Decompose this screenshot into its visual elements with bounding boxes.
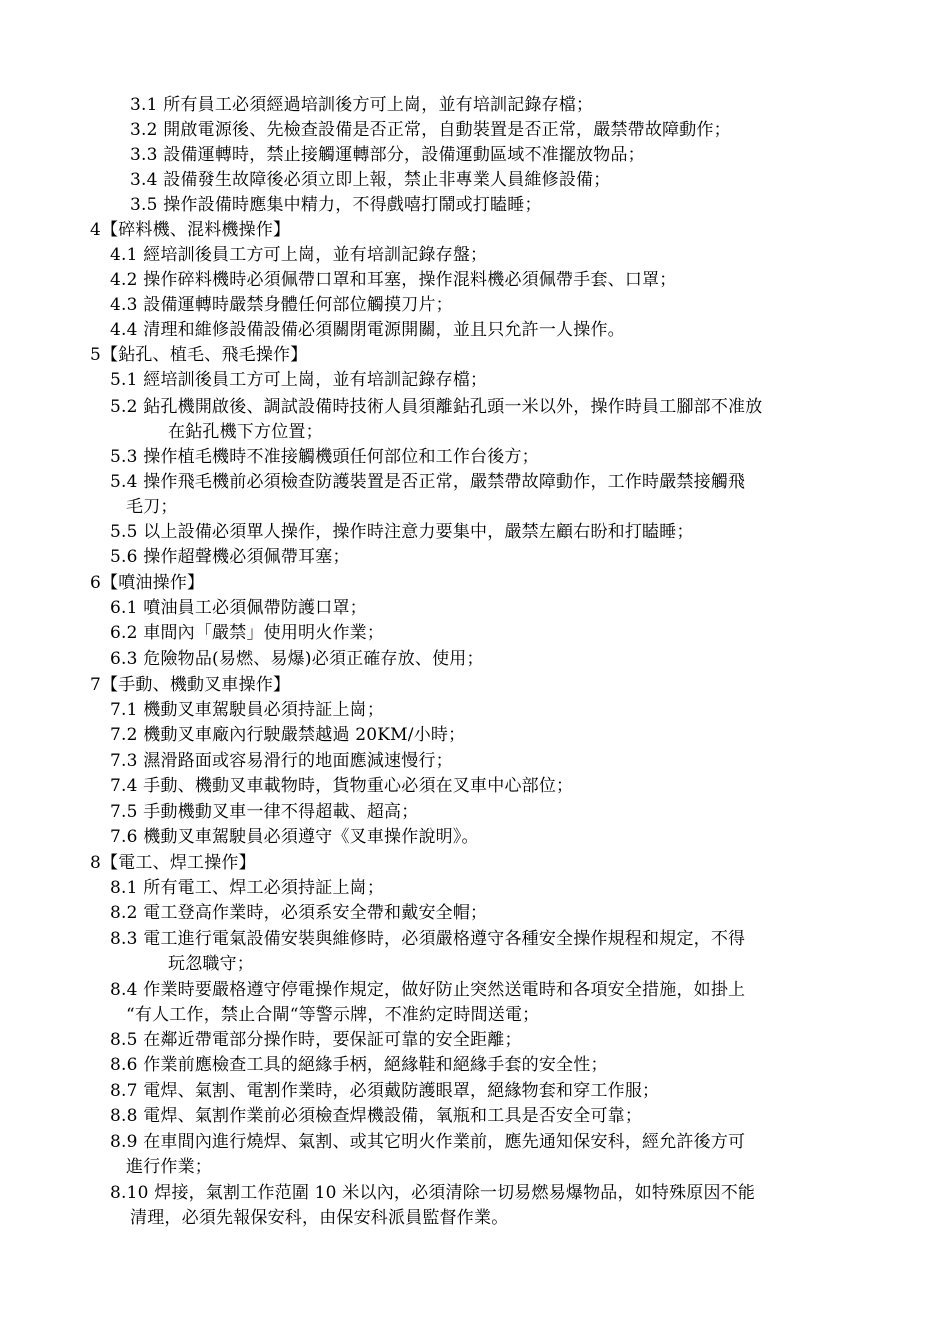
clause-8-9-cont: 進行作業； <box>126 1157 212 1177</box>
clause-3-2: 3.2 開啟電源後、先檢查設備是否正常，自動裝置是否正常，嚴禁帶故障動作； <box>130 120 731 140</box>
clause-7-1: 7.1 機動叉車駕駛員必須持証上崗； <box>110 700 385 720</box>
clause-8-3-cont: 玩忽職守； <box>168 954 254 974</box>
section-4-heading: 4【碎料機、混料機操作】 <box>90 220 291 240</box>
clause-8-9: 8.9 在車間內進行燒焊、氣割、或其它明火作業前，應先通知保安科，經允許後方可 <box>110 1132 746 1152</box>
clause-8-5: 8.5 在鄰近帶電部分操作時，要保証可靠的安全距離； <box>110 1030 522 1050</box>
section-8-heading: 8【電工、焊工操作】 <box>90 853 256 873</box>
clause-3-5: 3.5 操作設備時應集中精力，不得戲嘻打鬧或打瞌睡； <box>130 195 542 215</box>
clause-6-3: 6.3 危險物品(易燃、易爆)必須正確存放、使用； <box>110 649 484 669</box>
clause-6-1: 6.1 噴油員工必須佩帶防護口罩； <box>110 598 367 618</box>
clause-5-2: 5.2 鉆孔機開啟後、調試設備時技術人員須離鉆孔頭一米以外，操作時員工腳部不准放 <box>110 397 763 417</box>
clause-6-2: 6.2 車間內「嚴禁」使用明火作業； <box>110 623 385 643</box>
clause-5-3: 5.3 操作植毛機時不准接觸機頭任何部位和工作台後方； <box>110 447 539 467</box>
clause-7-2: 7.2 機動叉車廠內行駛嚴禁越過 20KM/小時； <box>110 725 466 745</box>
clause-3-4: 3.4 設備發生故障後必須立即上報，禁止非專業人員維修設備； <box>130 170 611 190</box>
section-6-heading: 6【噴油操作】 <box>90 573 205 593</box>
clause-4-2: 4.2 操作碎料機時必須佩帶口罩和耳塞，操作混料機必須佩帶手套、口罩； <box>110 270 677 290</box>
clause-8-10-cont: 清理，必須先報保安科，由保安科派員監督作業。 <box>130 1208 509 1228</box>
clause-4-4: 4.4 清理和維修設備設備必須關閉電源開關，並且只允許一人操作。 <box>110 320 625 340</box>
clause-8-7: 8.7 電焊、氣割、電割作業時，必須戴防護眼罩，絕緣物套和穿工作服； <box>110 1081 660 1101</box>
clause-8-4: 8.4 作業時要嚴格遵守停電操作規定，做好防止突然送電時和各項安全措施，如掛上 <box>110 980 746 1000</box>
clause-5-4: 5.4 操作飛毛機前必須檢查防護裝置是否正常，嚴禁帶故障動作，工作時嚴禁接觸飛 <box>110 472 746 492</box>
clause-5-5: 5.5 以上設備必須單人操作，操作時注意力要集中，嚴禁左顧右盼和打瞌睡； <box>110 522 694 542</box>
clause-5-4-cont: 毛刀； <box>126 497 178 517</box>
clause-4-3: 4.3 設備運轉時嚴禁身體任何部位觸摸刀片； <box>110 295 453 315</box>
clause-5-6: 5.6 操作超聲機必須佩帶耳塞； <box>110 547 350 567</box>
clause-4-1: 4.1 經培訓後員工方可上崗，並有培訓記錄存盤； <box>110 245 488 265</box>
clause-8-6: 8.6 作業前應檢查工具的絕緣手柄，絕緣鞋和絕緣手套的安全性； <box>110 1055 608 1075</box>
clause-7-4: 7.4 手動、機動叉車載物時，貨物重心必須在叉車中心部位； <box>110 776 574 796</box>
clause-8-2: 8.2 電工登高作業時，必須系安全帶和戴安全帽； <box>110 903 488 923</box>
clause-7-3: 7.3 濕滑路面或容易滑行的地面應減速慢行； <box>110 751 453 771</box>
clause-7-6: 7.6 機動叉車駕駛員必須遵守《叉車操作說明》。 <box>110 827 479 847</box>
section-7-heading: 7【手動、機動叉車操作】 <box>90 675 291 695</box>
clause-5-2-cont: 在鉆孔機下方位置； <box>168 422 323 442</box>
clause-8-3: 8.3 電工進行電氣設備安裝與維修時，必須嚴格遵守各種安全操作規程和規定，不得 <box>110 929 746 949</box>
section-5-heading: 5【鉆孔、植毛、飛毛操作】 <box>90 345 308 365</box>
clause-8-1: 8.1 所有電工、焊工必須持証上崗； <box>110 878 385 898</box>
clause-3-3: 3.3 設備運轉時，禁止接觸運轉部分，設備運動區域不准擺放物品； <box>130 145 645 165</box>
clause-3-1: 3.1 所有員工必須經過培訓後方可上崗，並有培訓記錄存檔； <box>130 95 594 115</box>
clause-8-8: 8.8 電焊、氣割作業前必須檢查焊機設備，氧瓶和工具是否安全可靠； <box>110 1106 643 1126</box>
clause-5-1: 5.1 經培訓後員工方可上崗，並有培訓記錄存檔； <box>110 370 488 390</box>
clause-8-10: 8.10 焊接，氣割工作范圍 10 米以內，必須清除一切易燃易爆物品，如特殊原因不能 <box>110 1183 756 1203</box>
clause-7-5: 7.5 手動機動叉車一律不得超載、超高； <box>110 802 419 822</box>
clause-8-4-cont: “有人工作，禁止合閘“等警示牌，不准約定時間送電； <box>126 1005 540 1025</box>
